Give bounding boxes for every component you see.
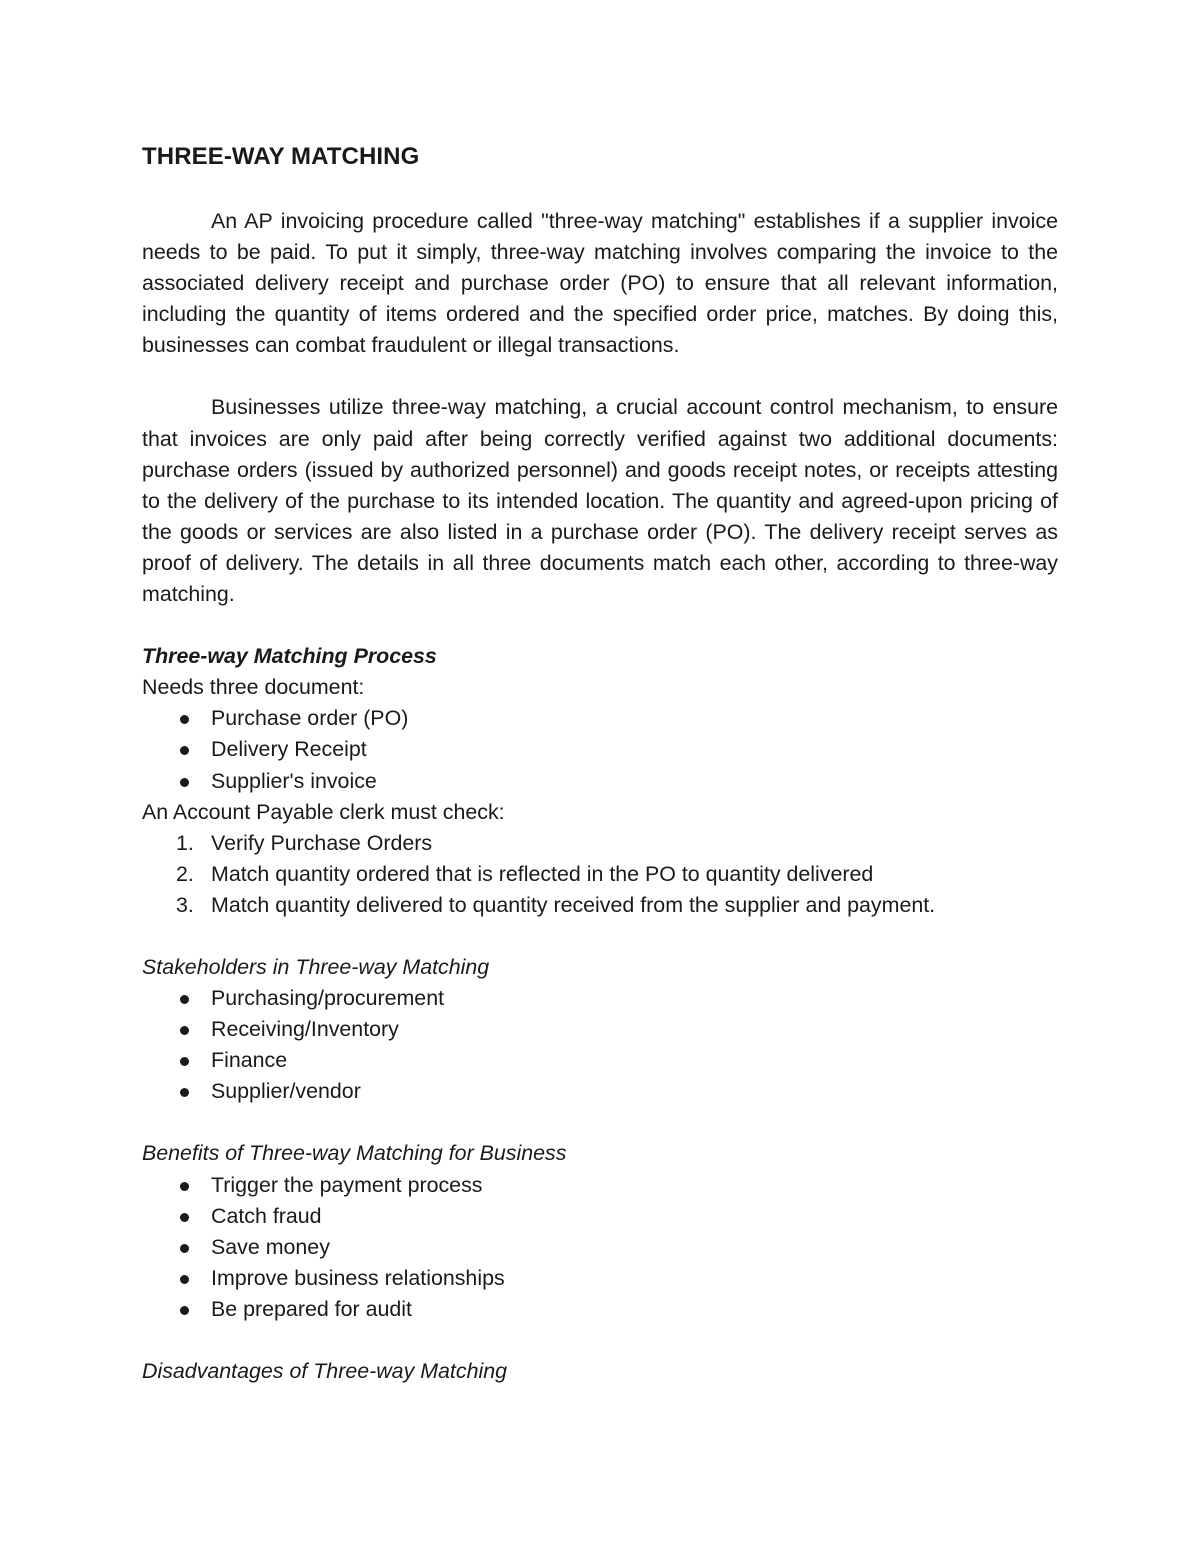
list-item-text: Supplier's invoice: [211, 768, 377, 793]
spacer: [142, 610, 1058, 641]
bullet-icon: [180, 778, 189, 787]
documents-intro: Needs three document:: [142, 675, 365, 700]
bullet-icon: [180, 1182, 189, 1191]
spacer: [142, 1107, 1058, 1138]
list-item-text: Match quantity ordered that is reflected in the PO to quantity delivered: [211, 861, 874, 886]
document-title: THREE-WAY MATCHING: [142, 143, 420, 170]
list-item: [142, 734, 1058, 765]
bullet-icon: [180, 1275, 189, 1284]
spacer: [142, 921, 1058, 952]
list-item: [142, 890, 1058, 921]
bullet-icon: [180, 1026, 189, 1035]
bullet-icon: [180, 1306, 189, 1315]
list-item-text: Be prepared for audit: [211, 1296, 412, 1321]
list-item-text: Supplier/vendor: [211, 1079, 361, 1104]
list-item: [142, 828, 1058, 859]
step-number: 1.: [176, 830, 194, 855]
list-item: [142, 859, 1058, 890]
list-item-text: Purchasing/procurement: [211, 986, 445, 1011]
bullet-icon: [180, 715, 189, 724]
list-item: [142, 983, 1058, 1014]
list-item: [142, 1014, 1058, 1045]
list-item-text: Catch fraud: [211, 1203, 322, 1228]
list-item-text: Verify Purchase Orders: [211, 830, 433, 855]
list-item: [142, 1263, 1058, 1294]
stakeholders-list: [142, 983, 1058, 1107]
list-item-text: Trigger the payment process: [211, 1172, 483, 1197]
step-number: 2.: [176, 861, 194, 886]
list-item: [142, 766, 1058, 797]
spacer: [142, 361, 1058, 392]
spacer: [142, 174, 1058, 206]
benefits-list: [142, 1170, 1058, 1325]
list-item: [142, 1076, 1058, 1107]
bullet-icon: [180, 1213, 189, 1222]
disadvantages-heading: Disadvantages of Three-way Matching: [142, 1359, 508, 1383]
documents-list: [142, 703, 1058, 796]
document-body: [142, 140, 1058, 1387]
list-item-text: Delivery Receipt: [211, 737, 367, 762]
spacer: [142, 1325, 1058, 1356]
control-paragraph: Businesses utilize three-way matching, a crucial account control mechanism, to ensure that invoices are only paid after being correctly verified against two additional documents: purchase orders (issued by authorized personnel) and goods receipt notes, or receipts attesting to the delivery of the purchase to its intended location. The quantity and agreed-upon pricing of the goods or services are also listed in a purchase order (PO). The delivery receipt serves as proof of delivery. The details in all three documents match each other, according to three-way matching.: [142, 395, 1058, 607]
list-item: [142, 1045, 1058, 1076]
list-item: [142, 1170, 1058, 1201]
step-number: 3.: [176, 892, 194, 917]
bullet-icon: [180, 1088, 189, 1097]
list-item: [142, 703, 1058, 734]
list-item: [142, 1294, 1058, 1325]
intro-paragraph: An AP invoicing procedure called "three-way matching" establishes if a supplier invoice needs to be paid. To put it simply, three-way matching involves comparing the invoice to the associated delivery receipt and purchase order (PO) to ensure that all relevant information, including the quantity of items ordered and the specified order price, matches. By doing this, businesses can combat fraudulent or illegal transactions.: [142, 209, 1058, 358]
list-item: [142, 1201, 1058, 1232]
bullet-icon: [180, 995, 189, 1004]
list-item-text: Save money: [211, 1234, 330, 1259]
benefits-heading: Benefits of Three-way Matching for Business: [142, 1141, 567, 1166]
list-item-text: Improve business relationships: [211, 1265, 505, 1290]
list-item-text: Match quantity delivered to quantity received from the supplier and payment.: [211, 892, 936, 917]
list-item-text: Purchase order (PO): [211, 706, 409, 731]
clerk-intro: An Account Payable clerk must check:: [142, 799, 505, 824]
bullet-icon: [180, 746, 189, 755]
clerk-steps-list: [142, 828, 1058, 921]
bullet-icon: [180, 1244, 189, 1253]
list-item: [142, 1232, 1058, 1263]
process-heading: Three-way Matching Process: [142, 644, 437, 669]
stakeholders-heading: Stakeholders in Three-way Matching: [142, 954, 490, 979]
list-item-text: Finance: [211, 1048, 288, 1073]
bullet-icon: [180, 1057, 189, 1066]
list-item-text: Receiving/Inventory: [211, 1017, 399, 1042]
